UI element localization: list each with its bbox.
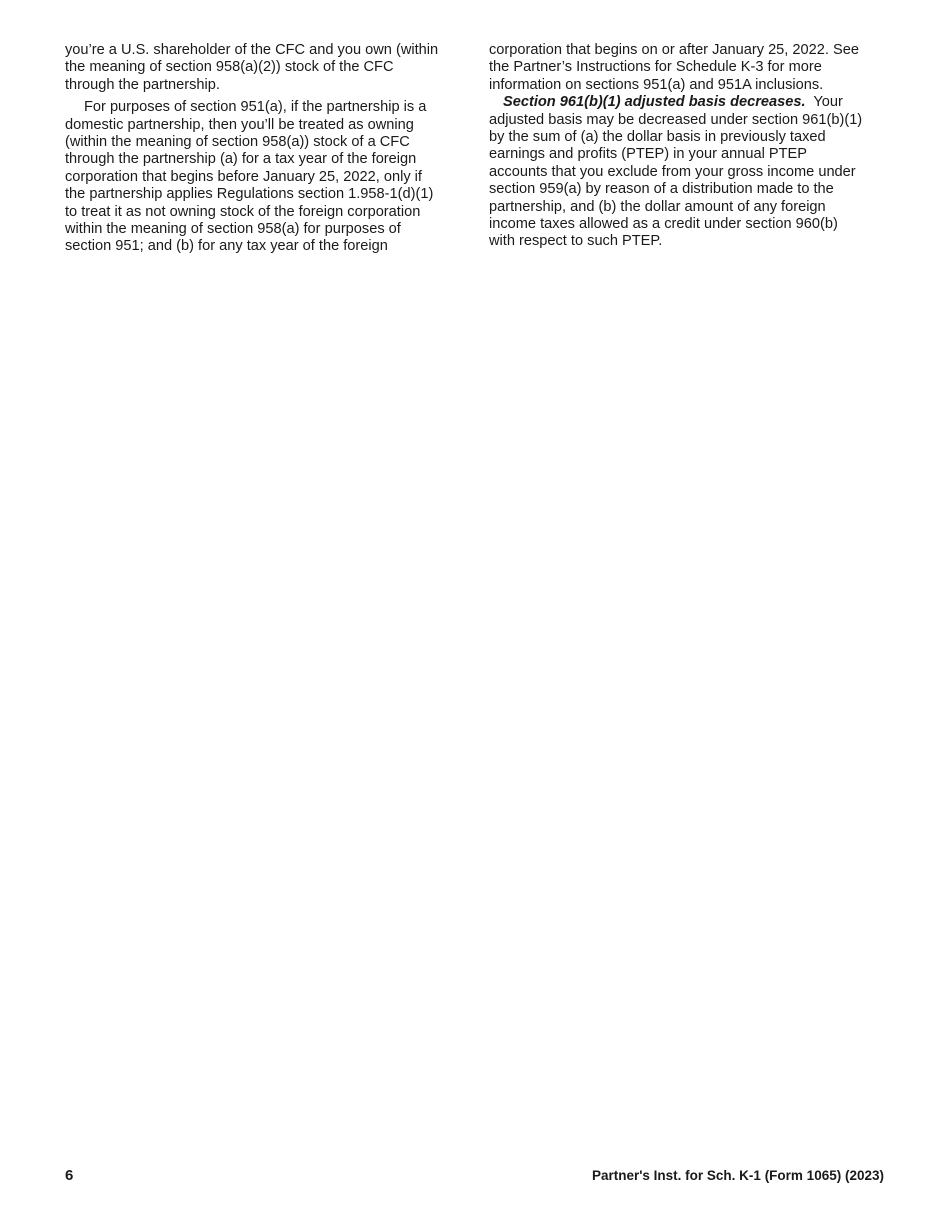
text-line: the partnership applies Regulations section 1.958-1(d)(1) bbox=[65, 186, 434, 203]
text-line: within the meaning of section 958(a) for purposes of bbox=[65, 221, 401, 238]
heading-trailing-text: Your bbox=[813, 94, 843, 111]
paragraph-schedule-k3-reference bbox=[489, 42, 885, 94]
paragraph-adjusted-basis-decreases bbox=[489, 94, 885, 251]
text-line: corporation that begins before January 25, 2022, only if bbox=[65, 168, 422, 185]
text-line: earnings and profits (PTEP) in your annual PTEP bbox=[489, 146, 807, 163]
text-line: to treat it as not owning stock of the foreign corporation bbox=[65, 203, 421, 220]
text-line: through the partnership. bbox=[65, 76, 220, 93]
text-line: with respect to such PTEP. bbox=[489, 233, 663, 250]
text-line: section 959(a) by reason of a distribution made to the bbox=[489, 181, 834, 198]
text-line: through the partnership (a) for a tax year of the foreign bbox=[65, 151, 417, 168]
text-line: partnership, and (b) the dollar amount of any foreign bbox=[489, 198, 826, 215]
text-line: domestic partnership, then you’ll be treated as owning bbox=[65, 116, 414, 133]
text-line: by the sum of (a) the dollar basis in previously taxed bbox=[489, 129, 826, 146]
footer-document-title: Partner's Inst. for Sch. K-1 (Form 1065) (2023) bbox=[591, 1168, 884, 1183]
paragraph-cfc-shareholder bbox=[65, 42, 457, 94]
text-line: the meaning of section 958(a)(2)) stock of the CFC bbox=[65, 59, 394, 76]
text-line: the Partner’s Instructions for Schedule K-3 for more bbox=[489, 59, 822, 76]
text-line: accounts that you exclude from your gross income under bbox=[489, 163, 856, 180]
text-line: information on sections 951(a) and 951A inclusions. bbox=[489, 76, 824, 93]
text-line: income taxes allowed as a credit under section 960(b) bbox=[489, 216, 838, 233]
text-line: you’re a U.S. shareholder of the CFC and you own (within bbox=[65, 42, 439, 58]
paragraph-section-951a bbox=[65, 99, 457, 256]
text-line: adjusted basis may be decreased under section 961(b)(1) bbox=[489, 111, 863, 128]
page-number: 6 bbox=[65, 1167, 74, 1184]
text-line: section 951; and (b) for any tax year of the foreign bbox=[65, 238, 388, 255]
right-column bbox=[489, 42, 885, 251]
heading-line bbox=[489, 94, 885, 111]
text-line: corporation that begins on or after January 25, 2022. See bbox=[489, 42, 859, 58]
left-column bbox=[65, 42, 457, 256]
text-line: For purposes of section 951(a), if the partnership is a bbox=[84, 99, 427, 116]
text-line: (within the meaning of section 958(a)) stock of a CFC bbox=[65, 134, 410, 151]
section-heading: Section 961(b)(1) adjusted basis decreases. bbox=[503, 94, 806, 111]
